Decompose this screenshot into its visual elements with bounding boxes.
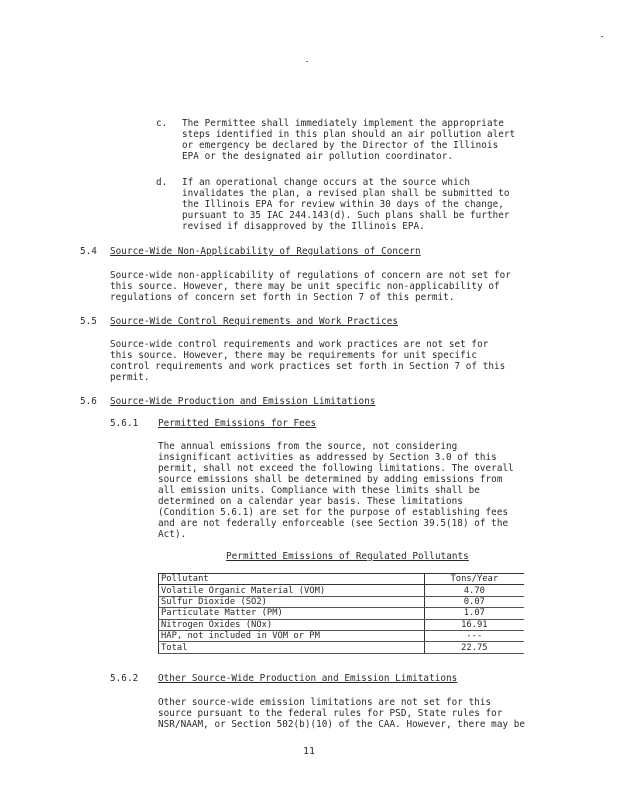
subsection-line: and are not federally enforceable (see Section 39.5(18) of the <box>158 518 509 529</box>
table-row <box>159 596 525 607</box>
tons-cell: 1.07 <box>424 608 524 619</box>
subsection-line: Other source-wide emission limitations are not set for this <box>158 697 492 708</box>
section-line: control requirements and work practices set forth in Section 7 of this <box>110 361 506 372</box>
scan-speck <box>601 36 603 37</box>
header-pollutant: Pollutant <box>159 574 425 585</box>
item-d-line: If an operational change occurs at the source which <box>182 177 471 188</box>
item-d-line: revised if disapproved by the Illinois EPA. <box>182 221 425 232</box>
section-number: 5.5 <box>80 316 97 327</box>
tons-cell: 16.91 <box>424 619 524 630</box>
item-c-label: c. <box>156 118 168 129</box>
item-d-line: invalidates the plan, a revised plan shall be submitted to <box>182 188 510 199</box>
subsection-line: source pursuant to the federal rules for PSD, State rules for <box>158 708 503 719</box>
table-row <box>159 585 525 596</box>
item-d-label: d. <box>156 177 168 188</box>
tons-cell: 4.70 <box>424 585 524 596</box>
section-heading: Source-Wide Non-Applicability of Regulations of Concern <box>110 246 421 257</box>
section-number: 5.6 <box>80 396 97 407</box>
section-line: regulations of concern set forth in Section 7 of this permit. <box>110 292 455 303</box>
page-number: 11 <box>303 746 316 757</box>
pollutant-cell: Sulfur Dioxide (SO2) <box>159 596 425 607</box>
header-tons-year: Tons/Year <box>424 574 524 585</box>
pollutant-cell: Total <box>159 642 425 653</box>
subsection-line: NSR/NAAM, or Section 502(b)(10) of the CAA. However, there may be <box>158 719 526 730</box>
section-line: permit. <box>110 372 150 383</box>
section-heading: Source-Wide Production and Emission Limitations <box>110 396 376 407</box>
pollutant-cell: Nitrogen Oxides (NOx) <box>159 619 425 630</box>
subsection-line: permit, shall not exceed the following limitations. The overall <box>158 463 514 474</box>
table-title: Permitted Emissions of Regulated Pollutants <box>226 551 469 562</box>
subsection-number: 5.6.2 <box>110 673 139 684</box>
item-c-line: or emergency be declared by the Director of the Illinois <box>182 140 499 151</box>
table-total-row <box>159 642 525 653</box>
subsection-line: The annual emissions from the source, not considering <box>158 441 458 452</box>
item-c-line: steps identified in this plan should an air pollution alert <box>182 129 516 140</box>
section-line: this source. However, there may be unit specific non-applicability of <box>110 281 500 292</box>
section-heading: Source-Wide Control Requirements and Work Practices <box>110 316 399 327</box>
section-line: this source. However, there may be requirements for unit specific <box>110 350 478 361</box>
subsection-number: 5.6.1 <box>110 418 139 429</box>
subsection-line: source emissions shall be determined by adding emissions from <box>158 474 503 485</box>
item-d-line: the Illinois EPA for review within 30 days of the change, <box>182 199 504 210</box>
item-d-line: pursuant to 35 IAC 244.143(d). Such plans shall be further <box>182 210 510 221</box>
subsection-line: determined on a calendar year basis. These limitations <box>158 496 463 507</box>
subsection-line: (Condition 5.6.1) are set for the purpose of establishing fees <box>158 507 509 518</box>
pollutant-cell: Particulate Matter (PM) <box>159 608 425 619</box>
subsection-heading: Permitted Emissions for Fees <box>158 418 317 429</box>
subsection-line: all emission units. Compliance with these limits shall be <box>158 485 480 496</box>
item-c-line: EPA or the designated air pollution coordinator. <box>182 151 454 162</box>
subsection-line: insignificant activities as addressed by Section 3.0 of this <box>158 452 497 463</box>
table-row <box>159 608 525 619</box>
tons-cell: --- <box>424 630 524 641</box>
section-line: Source-wide control requirements and work practices are not set for <box>110 339 489 350</box>
pollutant-cell: HAP, not included in VOM or PM <box>159 630 425 641</box>
tons-cell: 22.75 <box>424 642 524 653</box>
item-c-line: The Permittee shall immediately implement the appropriate <box>182 118 504 129</box>
scan-speck <box>306 61 308 62</box>
section-number: 5.4 <box>80 246 97 257</box>
emissions-table <box>158 573 524 654</box>
table-header-row <box>159 574 525 585</box>
subsection-heading: Other Source-Wide Production and Emission Limitations <box>158 673 458 684</box>
subsection-line: Act). <box>158 529 187 540</box>
table-row <box>159 619 525 630</box>
tons-cell: 0.07 <box>424 596 524 607</box>
section-line: Source-wide non-applicability of regulations of concern are not set for <box>110 270 511 281</box>
pollutant-cell: Volatile Organic Material (VOM) <box>159 585 425 596</box>
table-row <box>159 630 525 641</box>
